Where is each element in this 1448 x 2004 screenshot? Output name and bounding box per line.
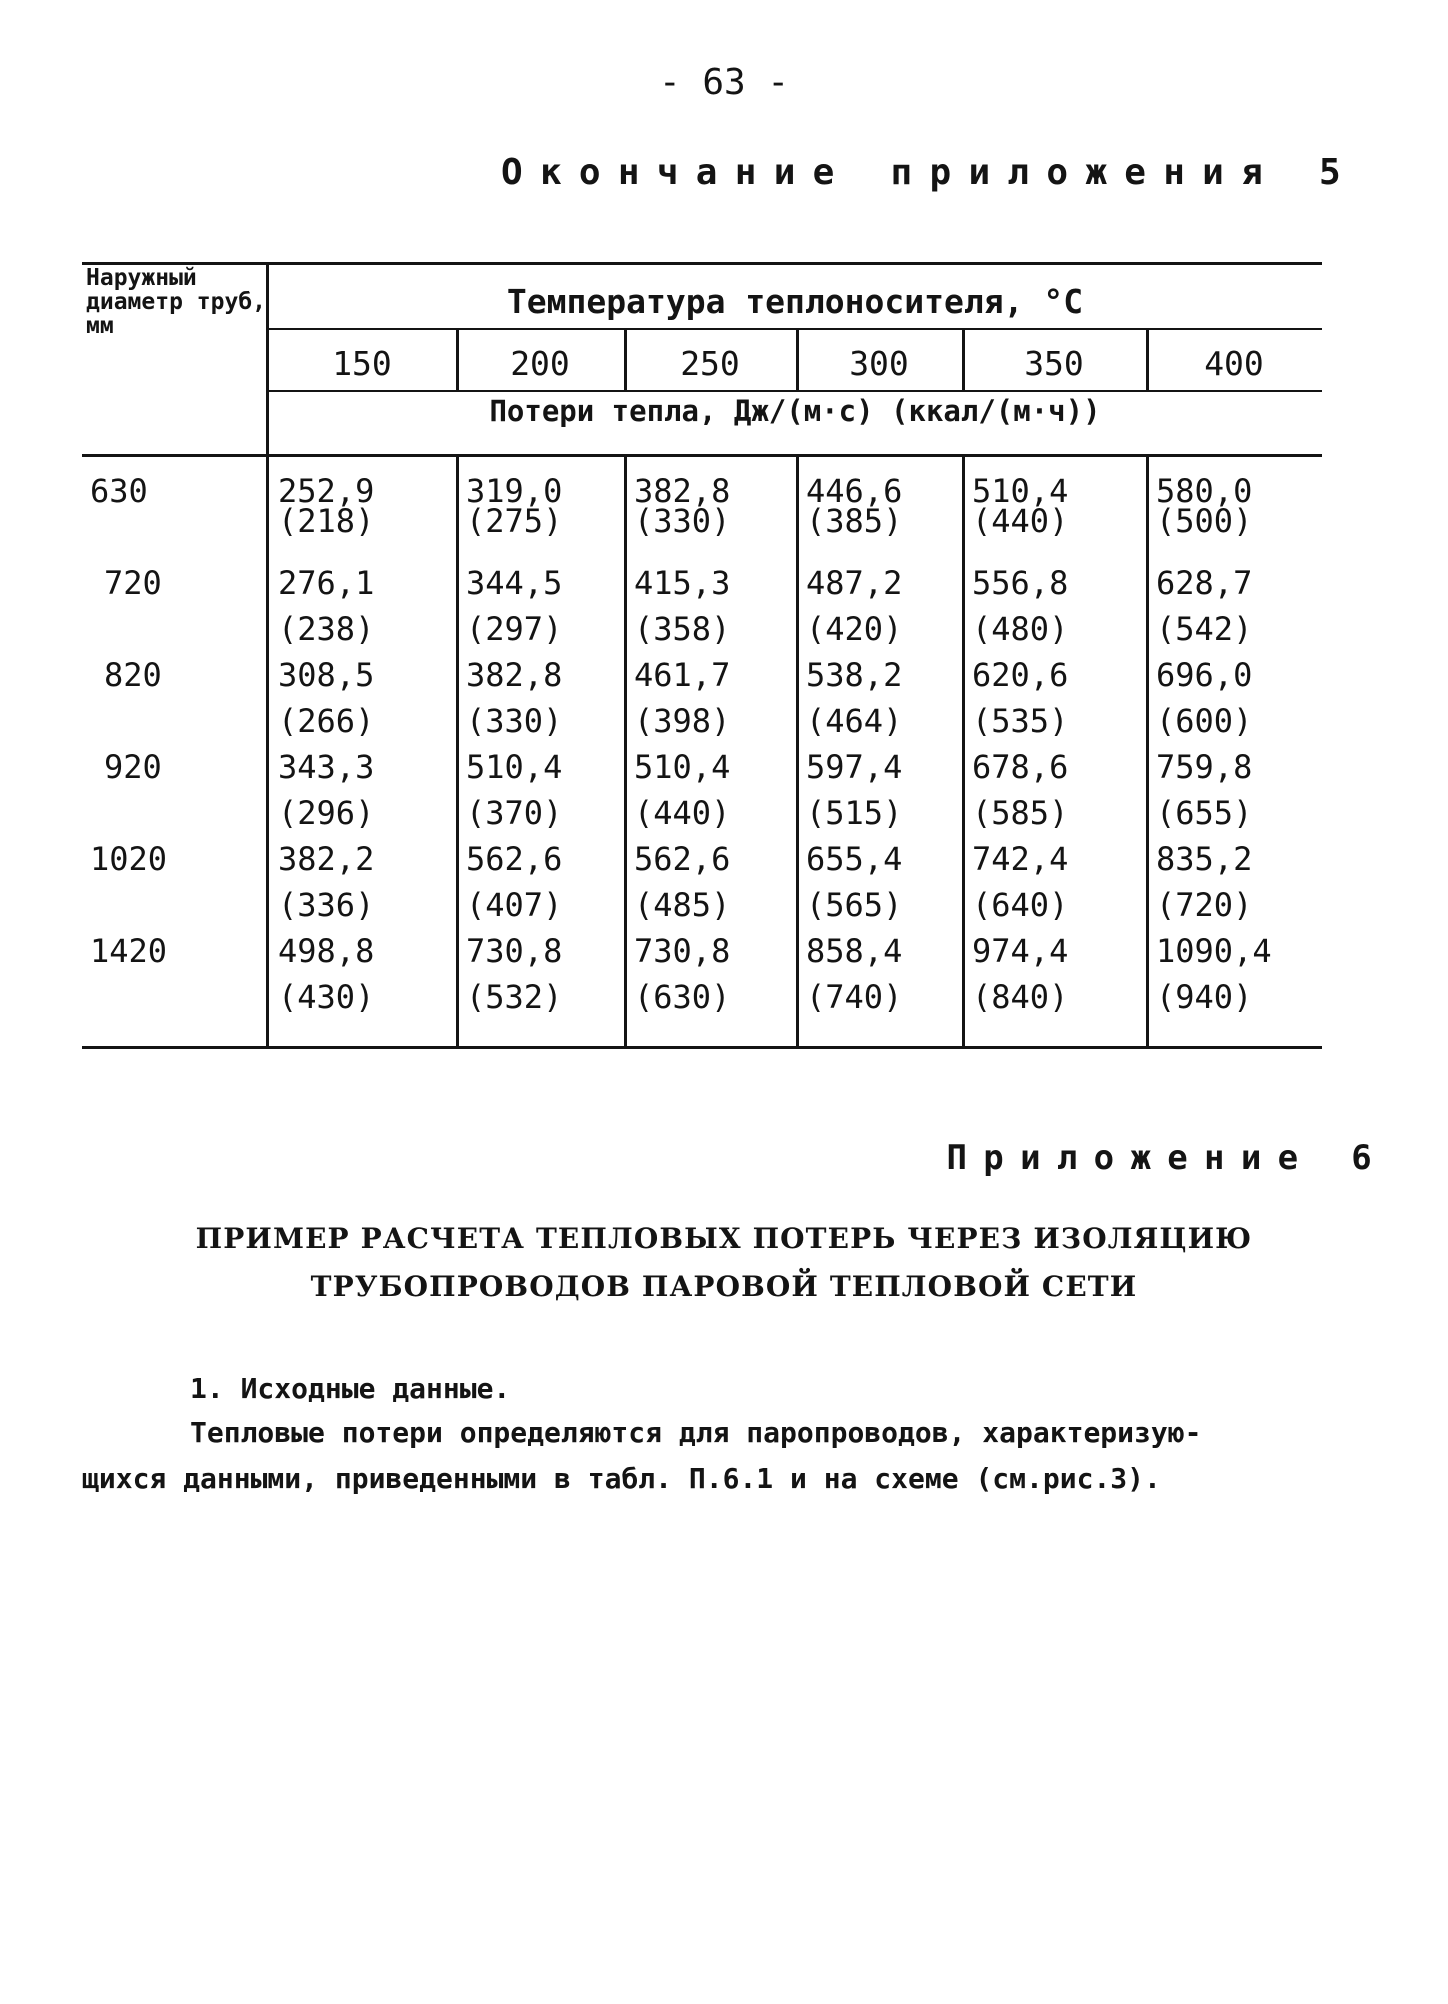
paragraph-1: 1. Исходные данные.: [190, 1372, 511, 1405]
cell-joules: 730,8: [466, 932, 563, 970]
cell-kcal: (940): [1156, 978, 1253, 1016]
cell-joules: 620,6: [972, 656, 1069, 694]
cell-kcal: (430): [278, 978, 375, 1016]
cell-joules: 510,4: [466, 748, 563, 786]
column-divider: [1146, 456, 1149, 1048]
heading-line-2: ТРУБОПРОВОДОВ ПАРОВОЙ ТЕПЛОВОЙ СЕТИ: [310, 1270, 1138, 1303]
cell-kcal: (480): [972, 610, 1069, 648]
cell-joules: 678,6: [972, 748, 1069, 786]
cell-kcal: (630): [634, 978, 731, 1016]
cell-kcal: (358): [634, 610, 731, 648]
paragraph-2-line-1: Тепловые потери определяются для паропроводов, характеризую-: [190, 1416, 1202, 1449]
cell-joules: 759,8: [1156, 748, 1253, 786]
cell-kcal: (500): [1156, 502, 1253, 540]
column-divider: [796, 456, 799, 1048]
units-header: Потери тепла, Дж/(м·с) (ккал/(м·ч)): [489, 394, 1101, 428]
paragraph-2-line-2: щихся данными, приведенными в табл. П.6.1 и на схеме (см.рис.3).: [82, 1462, 1161, 1495]
cell-kcal: (600): [1156, 702, 1253, 740]
cell-joules: 730,8: [634, 932, 731, 970]
cell-kcal: (535): [972, 702, 1069, 740]
cell-joules: 858,4: [806, 932, 903, 970]
cell-joules: 538,2: [806, 656, 903, 694]
cell-kcal: (640): [972, 886, 1069, 924]
cell-joules: 556,8: [972, 564, 1069, 602]
cell-kcal: (532): [466, 978, 563, 1016]
temperature-rule: [268, 328, 1322, 330]
column-header-400: 400: [1204, 344, 1264, 383]
row-diameter: 820: [104, 656, 162, 694]
cell-joules: 461,7: [634, 656, 731, 694]
cell-joules: 252,9: [278, 472, 375, 510]
cell-joules: 415,3: [634, 564, 731, 602]
row-diameter: 1420: [90, 932, 168, 970]
cell-kcal: (464): [806, 702, 903, 740]
cell-kcal: (266): [278, 702, 375, 740]
column-divider: [624, 456, 627, 1048]
row-diameter: 920: [104, 748, 162, 786]
cell-kcal: (297): [466, 610, 563, 648]
cell-kcal: (515): [806, 794, 903, 832]
cell-kcal: (440): [972, 502, 1069, 540]
columns-rule: [268, 390, 1322, 392]
cell-kcal: (740): [806, 978, 903, 1016]
stub-header: Наружный диаметр труб, мм: [86, 265, 267, 339]
cell-kcal: (585): [972, 794, 1069, 832]
column-header-300: 300: [849, 344, 909, 383]
cell-kcal: (542): [1156, 610, 1253, 648]
cell-joules: 276,1: [278, 564, 375, 602]
cell-joules: 696,0: [1156, 656, 1253, 694]
cell-kcal: (370): [466, 794, 563, 832]
column-header-350: 350: [1024, 344, 1084, 383]
cell-joules: 343,3: [278, 748, 375, 786]
cell-kcal: (296): [278, 794, 375, 832]
column-divider: [962, 456, 965, 1048]
cell-kcal: (440): [634, 794, 731, 832]
appendix-6-title: Приложение 6: [946, 1138, 1388, 1178]
heading-line-1: ПРИМЕР РАСЧЕТА ТЕПЛОВЫХ ПОТЕРЬ ЧЕРЕЗ ИЗОЛЯЦИЮ: [195, 1222, 1253, 1255]
cell-kcal: (238): [278, 610, 375, 648]
cell-kcal: (655): [1156, 794, 1253, 832]
temperature-header: Температура теплоносителя, °С: [506, 282, 1084, 321]
cell-kcal: (398): [634, 702, 731, 740]
cell-kcal: (565): [806, 886, 903, 924]
cell-joules: 835,2: [1156, 840, 1253, 878]
cell-kcal: (407): [466, 886, 563, 924]
cell-joules: 382,8: [634, 472, 731, 510]
cell-kcal: (385): [806, 502, 903, 540]
cell-kcal: (336): [278, 886, 375, 924]
cell-joules: 562,6: [466, 840, 563, 878]
column-header-200: 200: [510, 344, 570, 383]
cell-joules: 487,2: [806, 564, 903, 602]
row-diameter: 720: [104, 564, 162, 602]
cell-joules: 597,4: [806, 748, 903, 786]
cell-kcal: (218): [278, 502, 375, 540]
row-diameter: 1020: [90, 840, 168, 878]
cell-joules: 319,0: [466, 472, 563, 510]
cell-kcal: (485): [634, 886, 731, 924]
cell-joules: 498,8: [278, 932, 375, 970]
cell-joules: 628,7: [1156, 564, 1253, 602]
cell-kcal: (420): [806, 610, 903, 648]
page-number: - 63 -: [658, 62, 790, 103]
cell-joules: 308,5: [278, 656, 375, 694]
cell-kcal: (720): [1156, 886, 1253, 924]
cell-joules: 446,6: [806, 472, 903, 510]
cell-joules: 382,2: [278, 840, 375, 878]
row-diameter: 630: [90, 472, 148, 510]
cell-joules: 510,4: [634, 748, 731, 786]
cell-joules: 562,6: [634, 840, 731, 878]
cell-joules: 1090,4: [1156, 932, 1272, 970]
cell-kcal: (330): [634, 502, 731, 540]
cell-joules: 382,8: [466, 656, 563, 694]
cell-joules: 344,5: [466, 564, 563, 602]
cell-kcal: (840): [972, 978, 1069, 1016]
column-header-150: 150: [332, 344, 392, 383]
cell-joules: 510,4: [972, 472, 1069, 510]
column-divider: [456, 456, 459, 1048]
cell-kcal: (330): [466, 702, 563, 740]
cell-joules: 742,4: [972, 840, 1069, 878]
cell-joules: 974,4: [972, 932, 1069, 970]
cell-joules: 655,4: [806, 840, 903, 878]
appendix-end-title: Окончание приложения 5: [501, 152, 1358, 193]
cell-joules: 580,0: [1156, 472, 1253, 510]
column-header-250: 250: [680, 344, 740, 383]
cell-kcal: (275): [466, 502, 563, 540]
